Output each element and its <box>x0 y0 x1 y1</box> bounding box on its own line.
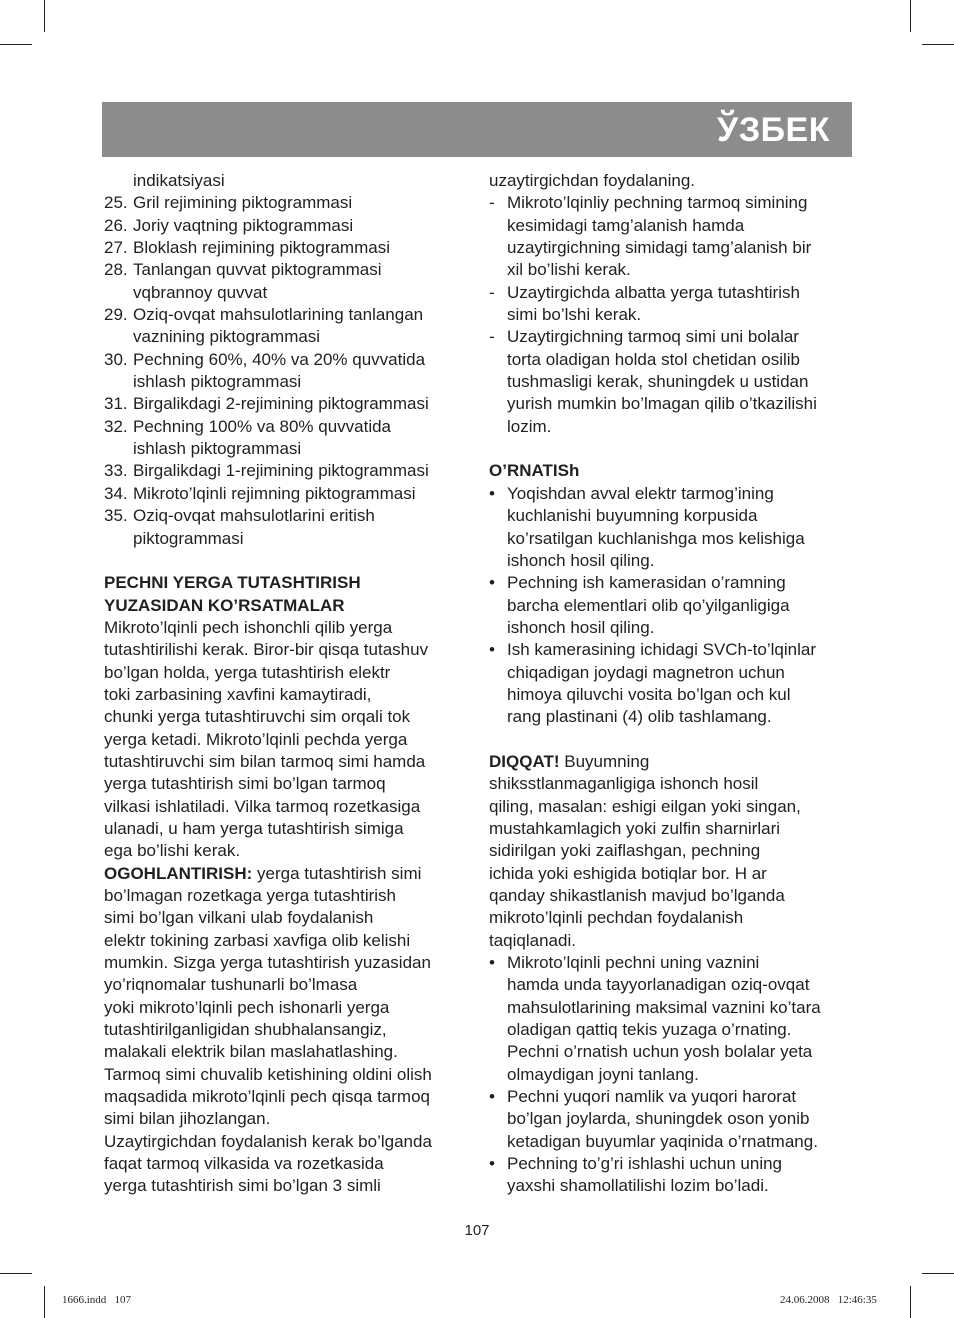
item-line <box>507 1041 854 1063</box>
list-continuation: indikatsiyasi <box>133 171 225 190</box>
item-line <box>489 952 854 974</box>
paragraph-line: bo’lmagan rozetkaga yerga tutashtirish <box>104 886 396 905</box>
item-text: uzaytirgichning simidagi tamg’alanish bir <box>507 238 812 258</box>
item-line <box>507 304 854 326</box>
paragraph-line: malakali elektrik bilan maslahatlashing. <box>104 1042 398 1062</box>
item-text: Uzaytirgichning tarmoq simi uni bolalar <box>507 327 799 347</box>
attention-first-line: DIQQAT! Buyumning <box>489 751 650 771</box>
list-item <box>104 460 464 482</box>
paragraph-line: mikroto’lqinli pechdan foydalanish <box>489 908 744 928</box>
item-line <box>489 572 854 594</box>
paragraph-line: simi bilan jihozlangan. <box>104 1109 271 1129</box>
language-title: ЎЗБЕК <box>717 111 830 149</box>
item-line <box>507 349 854 371</box>
crop-mark <box>910 0 911 32</box>
list-text: Bloklash rejimining piktogrammasi <box>133 238 390 258</box>
paragraph-line: tutashtiruvchi sim bilan tarmoq simi hamda <box>104 751 426 771</box>
extension-dash-list <box>489 192 854 438</box>
page-number: 107 <box>464 1222 490 1239</box>
attention-paragraph <box>489 773 854 952</box>
warning-first-line: OGOHLANTIRISH: yerga tutashtirish simi <box>104 863 422 883</box>
item-text: Ish kamerasining ichidagi SVCh-to’lqinlar <box>507 640 816 660</box>
paragraph-line: yerga tutashtirish simi bo’lgan 3 simli <box>104 1176 381 1196</box>
list-item <box>104 259 464 281</box>
item-text: oladigan qattiq tekis yuzaga o’rnating. <box>507 1020 792 1040</box>
list-item <box>104 416 464 438</box>
paragraph-line: yo’riqnomalar tushunarli bo’lmasa <box>104 975 358 995</box>
paragraph-line: mumkin. Sizga yerga tutashtirish yuzasidan <box>104 953 431 973</box>
paragraph-line: taqiqlanadi. <box>489 930 576 950</box>
paragraph-line: Tarmoq simi chuvalib ketishining oldini olish <box>104 1064 432 1084</box>
paragraph-line: simi bo’lgan vilkani ulab foydalanish <box>104 908 374 928</box>
list-text: Oziq-ovqat mahsulotlarini eritish <box>133 506 375 526</box>
grounding-heading: PECHNI YERGA TUTASHTIRISH <box>104 573 361 593</box>
paragraph-line: chunki yerga tutashtiruvchi sim orqali tok <box>104 707 411 727</box>
list-number: 33. <box>104 461 128 481</box>
paragraph-line: bo’lgan holda, yerga tutashtirish elektr <box>104 662 391 682</box>
item-text: Yoqishdan avval elektr tarmog’ining <box>507 483 774 503</box>
list-text: Mikroto’lqinli rejimning piktogrammasi <box>133 483 416 503</box>
list-item <box>104 215 464 237</box>
item-text: Mikroto’lqinli pechni uning vaznini <box>507 953 760 973</box>
item-text: Pechning ish kamerasidan o’ramning <box>507 573 786 593</box>
date-slug: 24.06.2008 12:46:35 <box>780 1294 877 1306</box>
bullet-item <box>489 952 854 1086</box>
item-text: bo’lgan joylarda, shuningdek oson yonib <box>507 1109 810 1129</box>
item-text: lozim. <box>507 416 552 436</box>
item-line <box>507 1019 854 1041</box>
item-text: mahsulotlarining maksimal vaznini ko’tara <box>507 997 821 1017</box>
item-text: kuchlanishi buyumning korpusida <box>507 506 758 526</box>
paragraph-line: toki zarbasining xavfini kamaytiradi, <box>104 684 372 704</box>
list-item <box>104 349 464 371</box>
item-line <box>507 974 854 996</box>
item-line <box>489 192 854 214</box>
dash-marker: - <box>489 327 495 347</box>
item-line <box>507 371 854 393</box>
install-bullet-list <box>489 483 854 729</box>
list-text: Pechning 100% va 80% quvvatida <box>133 416 392 436</box>
list-number: 28. <box>104 260 128 280</box>
paragraph-line: vilkasi ishlatiladi. Vilka tarmoq rozetkasiga <box>104 796 421 816</box>
item-text: ketadigan buyumlar yaqinida o’rnatmang. <box>507 1131 818 1151</box>
dash-item <box>489 192 854 281</box>
item-line <box>507 393 854 415</box>
item-line <box>489 282 854 304</box>
item-text: kesimidagi tamg’alanish hamda <box>507 215 745 235</box>
item-line <box>489 483 854 505</box>
item-text: rang plastinani (4) olib tashlamang. <box>507 707 772 727</box>
list-item <box>104 393 464 415</box>
list-item: ishlash piktogrammasi <box>133 372 302 392</box>
crop-mark <box>44 1286 45 1318</box>
item-text: torta oladigan holda stol chetidan osilib <box>507 349 800 369</box>
item-text: xil bo’lishi kerak. <box>507 260 631 280</box>
item-text: olmaydigan joyni tanlang. <box>507 1064 699 1084</box>
bullet-item <box>489 639 854 728</box>
pictogram-list <box>104 192 464 550</box>
list-item <box>104 237 464 259</box>
bullet-item <box>489 483 854 572</box>
item-line <box>507 528 854 550</box>
item-line <box>507 997 854 1019</box>
crop-mark <box>922 1273 954 1274</box>
extension-continuation: uzaytirgichdan foydalaning. <box>489 171 696 190</box>
crop-mark <box>0 44 32 45</box>
item-text: ko’rsatilgan kuchlanishga mos kelishiga <box>507 528 805 548</box>
item-text: Uzaytirgichda albatta yerga tutashtirish <box>507 282 800 302</box>
grounding-paragraph <box>104 617 464 863</box>
dash-marker: - <box>489 282 495 302</box>
item-line <box>507 550 854 572</box>
item-text: simi bo’lshi kerak. <box>507 305 642 325</box>
list-text: Tanlangan quvvat piktogrammasi <box>133 260 382 280</box>
paragraph-line: ega bo’lishi kerak. <box>104 841 241 861</box>
list-number: 32. <box>104 416 128 436</box>
paragraph-line: ichida yoki eshigida botiqlar bor. H ar <box>489 863 767 883</box>
item-line <box>507 237 854 259</box>
left-column <box>104 170 464 1198</box>
paragraph-line: faqat tarmoq vilkasida va rozetkasida <box>104 1154 384 1174</box>
list-number: 26. <box>104 215 128 235</box>
paragraph-line: ulanadi, u ham yerga tutashtirish simiga <box>104 818 404 838</box>
item-line <box>489 639 854 661</box>
item-line <box>507 1175 854 1197</box>
warning-label: OGOHLANTIRISH: <box>104 863 253 883</box>
item-line <box>507 416 854 438</box>
item-line <box>507 595 854 617</box>
placement-bullet-list <box>489 952 854 1198</box>
list-text: Joriy vaqtning piktogrammasi <box>133 215 354 235</box>
paragraph-line: Uzaytirgichdan foydalanish kerak bo’lganda <box>104 1131 432 1151</box>
paragraph-line: yoki mikroto’lqinli pech ishonarli yerga <box>104 997 390 1017</box>
list-item: vaznining piktogrammasi <box>133 327 321 347</box>
paragraph-line: qanday shikastlanish mavjud bo’lganda <box>489 886 785 905</box>
item-line <box>507 1108 854 1130</box>
bullet-marker: • <box>489 483 495 503</box>
item-line <box>507 1064 854 1086</box>
item-text: yurish mumkin bo’lmagan qilib o’tkazilishi <box>507 394 817 414</box>
attention-label: DIQQAT! <box>489 751 560 771</box>
item-text: ishonch hosil qiling. <box>507 550 655 570</box>
item-line <box>507 1131 854 1153</box>
list-number: 34. <box>104 483 128 503</box>
paragraph-line: shiksstlanmaganligiga ishonch hosil <box>489 774 759 794</box>
list-text: Pechning 60%, 40% va 20% quvvatida <box>133 349 426 369</box>
crop-mark <box>922 44 954 45</box>
list-number: 31. <box>104 394 128 414</box>
item-text: chiqadigan joydagi magnetron uchun <box>507 662 785 682</box>
list-number: 29. <box>104 305 128 325</box>
list-text: Birgalikdagi 2-rejimining piktogrammasi <box>133 394 429 414</box>
dash-item <box>489 326 854 438</box>
paragraph-line: tutashtirilganligidan shubhalansangiz, <box>104 1020 387 1040</box>
paragraph-line: elektr tokining zarbasi xavfiga olib kelishi <box>104 930 411 950</box>
list-number: 30. <box>104 349 128 369</box>
paragraph-line: yerga tutashtirish simi bo’lgan tarmoq <box>104 774 386 794</box>
warning-paragraph <box>104 885 464 1198</box>
item-line <box>507 505 854 527</box>
list-text: Birgalikdagi 1-rejimining piktogrammasi <box>133 461 429 481</box>
bullet-marker: • <box>489 953 495 973</box>
item-line <box>507 259 854 281</box>
crop-mark <box>910 1286 911 1318</box>
item-line <box>489 1086 854 1108</box>
bullet-marker: • <box>489 1087 495 1107</box>
crop-mark <box>44 0 45 32</box>
bullet-marker: • <box>489 1154 495 1174</box>
list-text: Gril rejimining piktogrammasi <box>133 193 353 213</box>
item-line <box>507 684 854 706</box>
list-number: 35. <box>104 506 128 526</box>
bullet-item <box>489 1086 854 1153</box>
dash-marker: - <box>489 193 495 213</box>
bullet-marker: • <box>489 640 495 660</box>
item-line <box>489 1153 854 1175</box>
list-number: 27. <box>104 238 128 258</box>
paragraph-line: sidirilgan yoki zaiflashgan, pechning <box>489 841 761 861</box>
item-text: Pechni o’rnatish uchun yosh bolalar yeta <box>507 1042 813 1062</box>
item-text: hamda unda tayyorlanadigan oziq-ovqat <box>507 975 810 995</box>
file-slug: 1666.indd 107 <box>62 1294 132 1306</box>
item-text: tushmasligi kerak, shuningdek u ustidan <box>507 372 809 392</box>
grounding-heading: YUZASIDAN KO’RSATMALAR <box>104 595 345 615</box>
list-number: 25. <box>104 193 128 213</box>
install-heading: O’RNATISh <box>489 461 580 481</box>
list-item <box>104 505 464 527</box>
right-column <box>489 170 854 1198</box>
paragraph-line: qiling, masalan: eshigi eilgan yoki singan, <box>489 796 801 816</box>
bullet-item <box>489 572 854 639</box>
crop-mark <box>0 1273 32 1274</box>
list-item <box>104 192 464 214</box>
bullet-item <box>489 1153 854 1198</box>
item-text: barcha elementlari olib qo’yilganligiga <box>507 595 790 615</box>
bullet-marker: • <box>489 573 495 593</box>
list-item <box>104 304 464 326</box>
paragraph-line: tutashtirilishi kerak. Biror-bir qisqa tutashuv <box>104 640 429 660</box>
item-line <box>507 706 854 728</box>
dash-item <box>489 282 854 327</box>
item-text: Pechning to’g’ri ishlashi uchun uning <box>507 1154 783 1174</box>
item-text: yaxshi shamollatilishi lozim bo’ladi. <box>507 1176 769 1196</box>
paragraph-line: Mikroto’lqinli pech ishonchli qilib yerga <box>104 617 393 637</box>
list-item: ishlash piktogrammasi <box>133 439 302 459</box>
item-text: ishonch hosil qiling. <box>507 617 655 637</box>
list-item: vqbrannoy quvvat <box>133 282 268 302</box>
list-item <box>104 483 464 505</box>
item-line <box>507 617 854 639</box>
paragraph-line: mustahkamlagich yoki zulfin sharnirlari <box>489 818 781 838</box>
paragraph-line: maqsadida mikroto’lqinli pech qisqa tarmoq <box>104 1087 430 1107</box>
item-text: Pechni yuqori namlik va yuqori harorat <box>507 1087 797 1107</box>
item-line <box>507 215 854 237</box>
paragraph-line: yerga ketadi. Mikroto’lqinli pechda yerga <box>104 729 408 749</box>
item-text: himoya qiluvchi vosita bo’lgan och kul <box>507 684 791 704</box>
language-header-bar <box>102 102 852 157</box>
list-text: Oziq-ovqat mahsulotlarining tanlangan <box>133 305 424 325</box>
item-line <box>507 662 854 684</box>
item-line <box>489 326 854 348</box>
list-item: piktogrammasi <box>133 528 244 548</box>
item-text: Mikroto’lqinliy pechning tarmoq simining <box>507 193 808 213</box>
